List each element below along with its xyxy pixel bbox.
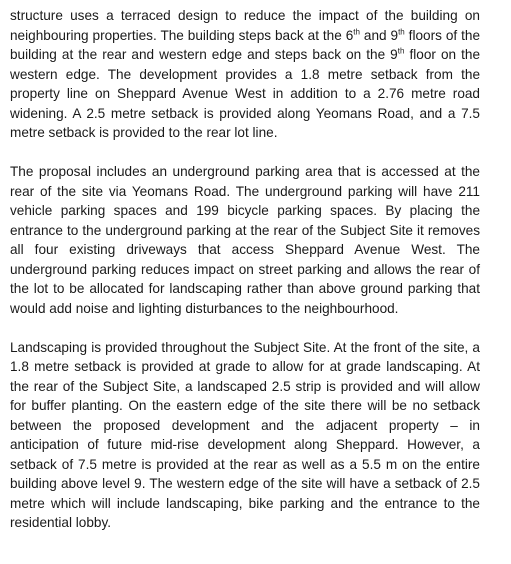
text-run: floors of the building at the rear and western edge and steps back on the 9 <box>10 27 481 62</box>
paragraph-underground-parking <box>10 162 480 318</box>
ordinal-suffix: th <box>397 46 405 56</box>
paragraph-landscaping <box>10 338 480 533</box>
document-page <box>10 6 480 533</box>
text-run: Landscaping is provided throughout the Subject Site. At the front of the site, a 1.8 metre setback is provided at grade to allow for at grade landscaping. At the rear of the Subject Site, a landscaped 2.5 strip is provided and will allow for buffer planting. On the eastern edge of the site there will be no setback between the proposed development and the adjacent property – in anticipation of future mid-rise development along Sheppard. However, a setback of 7.5 metre is provided at the rear as well as a 5.5 m on the entire building above level 9. The western edge of the site will have a setback of 2.5 metre which will include landscaping, bike parking and the entrance to the residential lobby. <box>10 339 480 530</box>
text-run: structure uses a terraced design to reduce the impact of the building on neighbouring properties. The building steps back at the 6 <box>10 8 480 43</box>
text-run: floor on the western edge. The development provides a 1.8 metre setback from the property line on Sheppard Avenue West in addition to a 2.76 metre road widening. A 2.5 metre setback is provided along Yeomans Road, and a 7.5 metre setback is provided to the rear lot line. <box>10 47 481 140</box>
ordinal-suffix: th <box>398 26 405 36</box>
text-run: The proposal includes an underground parking area that is accessed at the rear of the site via Yeomans Road. The underground parking will have 211 vehicle parking spaces and 199 bicycle parking spaces. By placing the entrance to the underground parking at the rear of the Subject Site it removes all four existing driveways that access Sheppard Avenue West. The underground parking reduces impact on street parking and allows the rear of the lot to be allocated for landscaping rather than above ground parking that would add noise and lighting disturbances to the neighbourhood. <box>10 164 480 316</box>
paragraph-building-design <box>10 6 480 143</box>
ordinal-suffix: th <box>353 26 360 36</box>
text-run: and 9 <box>359 27 399 43</box>
